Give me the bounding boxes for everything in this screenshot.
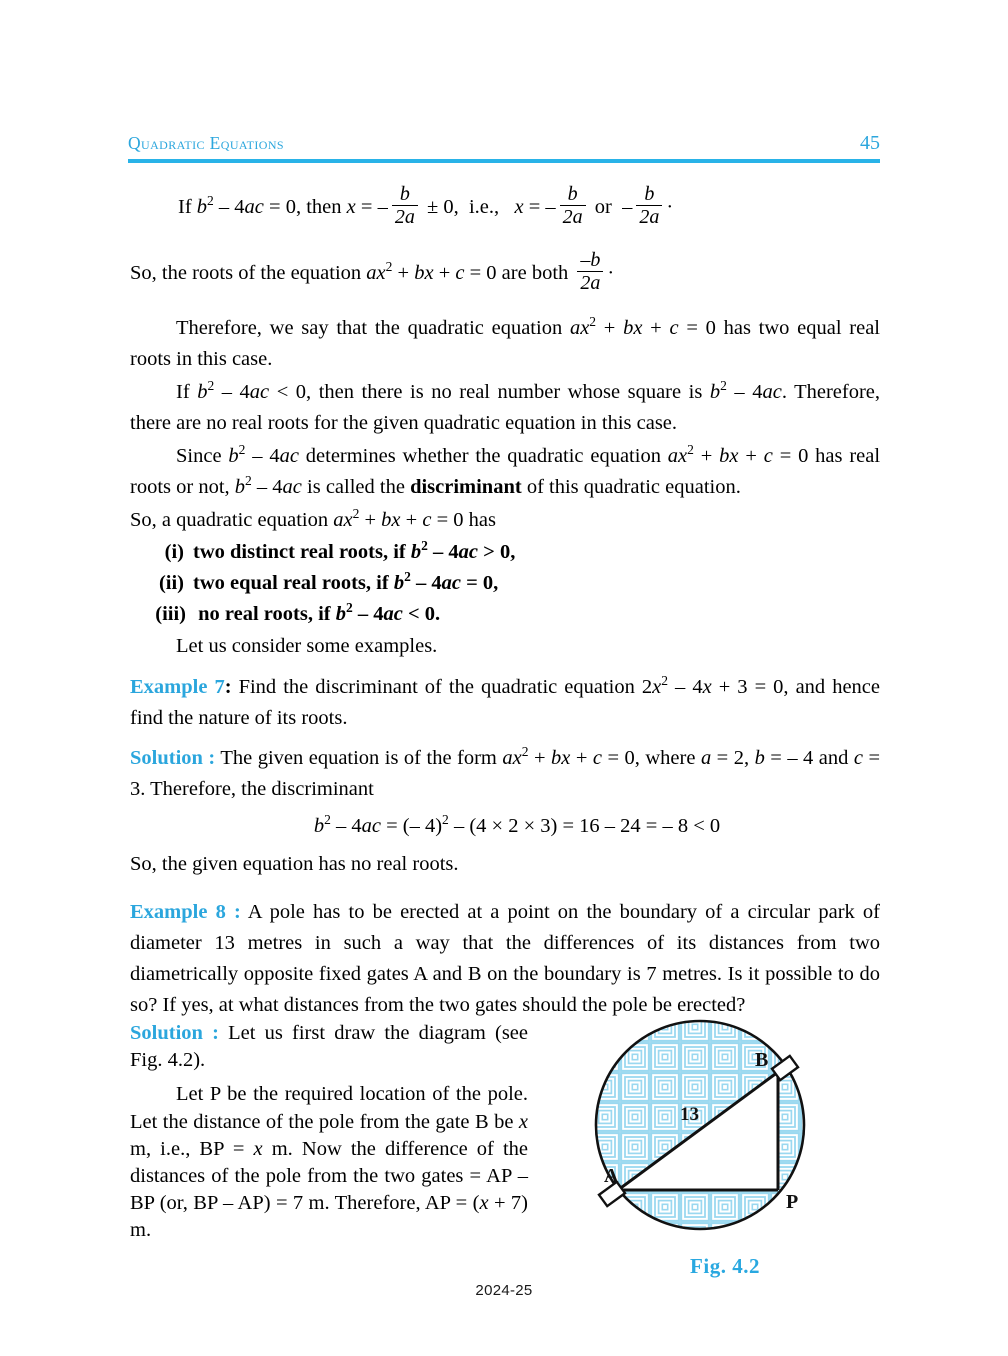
list-item-label: (iii): [155, 603, 186, 625]
eq2-frac-denominator: 2a: [577, 271, 603, 294]
label-point-a: A: [604, 1165, 619, 1187]
solution-8-intro: Solution : Let us first draw the diagram (see Fig. 4.2).: [130, 1022, 528, 1072]
label-point-b: B: [755, 1049, 769, 1071]
list-item-two-equal-roots: [130, 568, 880, 599]
paragraph-if-discriminant-negative: If $b^2 - 4ac < 0$, then there is no real number whose square is $b^2 - 4ac$. Therefore, there are no real roots for the given quadratic equation in this case.: [130, 378, 881, 434]
eq1-frac1-numerator: b: [399, 183, 410, 205]
equation-if-discriminant-zero: [130, 185, 880, 229]
list-item-two-distinct-roots: [130, 537, 880, 568]
solution-8-body: Let P be the required location of the pole. Let the distance of the pole from the gate B be x m, i.e., BP = x m. Now the difference of the distances of the pole from the two gates = AP – BP (or, BP – AP) = 7 m. Therefore, AP = (x + 7) m.: [130, 1083, 529, 1242]
eq1-or-word: or: [589, 196, 623, 218]
solution-8-label: Solution :: [130, 1022, 219, 1044]
list-item-text: two distinct real roots, if $b^2 - 4ac > 0$,: [193, 538, 516, 563]
paragraph-so-quadratic-has: So, a quadratic equation $ax^2$ + bx + c = 0 has: [130, 506, 496, 531]
paragraph-therefore-two-equal-roots: Therefore, we say that the quadratic equation $ax^2$ + bx + c = 0 has two equal real roots in this case.: [130, 314, 880, 370]
eq1-fraction-3: [636, 184, 662, 228]
header-rule: [128, 159, 880, 163]
solution-8-column: [130, 1020, 528, 1245]
label-point-p: P: [786, 1191, 799, 1213]
example-7-statement: Example 7: Find the discriminant of the quadratic equation $2x^2 - 4x + 3 = 0$, and hence find the nature of its roots.: [130, 673, 880, 729]
paragraph-discriminant-definition: Since $b^2 - 4ac$ determines whether the quadratic equation $ax^2$ + bx + c = 0 has real roots or not, $b^2 - 4ac$ is called the discriminant of this quadratic equation.: [130, 442, 881, 498]
solution-7-label: Solution :: [130, 747, 216, 769]
page-footer-year: 2024-25: [475, 1282, 533, 1299]
eq1-fraction-2: [560, 184, 586, 228]
eq1-plus-minus-zero: ± 0, i.e., x =: [421, 196, 546, 218]
running-head-title: Quadratic Equations: [128, 133, 284, 153]
running-head: [128, 133, 880, 163]
page-number: 45: [860, 132, 880, 154]
eq2-lead: So, the roots of the equation $ax^2$ + bx + c = 0 are both: [130, 259, 574, 284]
eq1-frac1-denominator: 2a: [392, 205, 418, 228]
paragraph-no-real-roots-conclusion: [130, 849, 880, 880]
eq2-period: ·: [607, 262, 615, 284]
let-us-consider-text: Let us consider some examples.: [176, 635, 438, 657]
eq1-frac2-denominator: 2a: [560, 205, 586, 228]
example-7-colon: :: [224, 676, 232, 698]
example-8-statement: Example 8 : A pole has to be erected at a point on the boundary of a circular park of diameter 13 metres in such a way that the differences of its distances from two diametrically opposite fixed gates A and B on the boundary is 7 metres. Is it possible to do so? If yes, at what distances from the two gates should the pole be erected?: [130, 901, 880, 1016]
no-real-roots-text: So, the given equation has no real roots.: [130, 853, 459, 875]
list-item-no-real-roots: [130, 599, 880, 630]
eq1-minus-1: –: [377, 196, 388, 218]
circular-park-diagram: [560, 1012, 890, 1252]
figure-4-2: [560, 1012, 890, 1292]
example-7-label: Example 7: [130, 676, 225, 698]
label-hypotenuse-13: 13: [680, 1104, 699, 1125]
example-8-label: Example 8 :: [130, 901, 241, 923]
eq2-frac-numerator: –b: [580, 249, 601, 271]
eq1-frac3-numerator: b: [644, 183, 655, 205]
list-item-label: (i): [164, 541, 184, 563]
eq1-lead: If $b^2 - 4ac = 0$, then x =: [178, 193, 378, 218]
body-text-column: [130, 185, 880, 1021]
list-item-label: (ii): [158, 572, 184, 594]
eq1-minus-2: –: [545, 196, 556, 218]
eq1-fraction-1: [392, 184, 418, 228]
eq1-frac3-denominator: 2a: [636, 205, 662, 228]
list-item-text: no real roots, if $b^2 - 4ac < 0$.: [193, 600, 441, 625]
eq1-minus-3: –: [622, 196, 633, 218]
eq1-frac2-numerator: b: [567, 183, 578, 205]
figure-caption: Fig. 4.2: [690, 1254, 760, 1278]
eq2-fraction: [577, 250, 603, 294]
discriminant-computation-equation: $b^2 - 4ac$ = (– 4)$^2$ – (4 × 2 × 3) = 16 – 24 = – 8 < 0: [313, 812, 721, 837]
list-item-text: two equal real roots, if $b^2 - 4ac = 0$,: [193, 569, 499, 594]
paragraph-let-us-consider: [130, 631, 880, 662]
eq1-period: ·: [666, 196, 674, 218]
term-discriminant: discriminant: [410, 476, 522, 498]
equation-roots-are-both: [130, 251, 880, 295]
solution-7-text: Solution : The given equation is of the form $ax^2$ + bx + c = 0, where a = 2, b = – 4 and c = 3. Therefore, the discriminant: [130, 744, 881, 800]
